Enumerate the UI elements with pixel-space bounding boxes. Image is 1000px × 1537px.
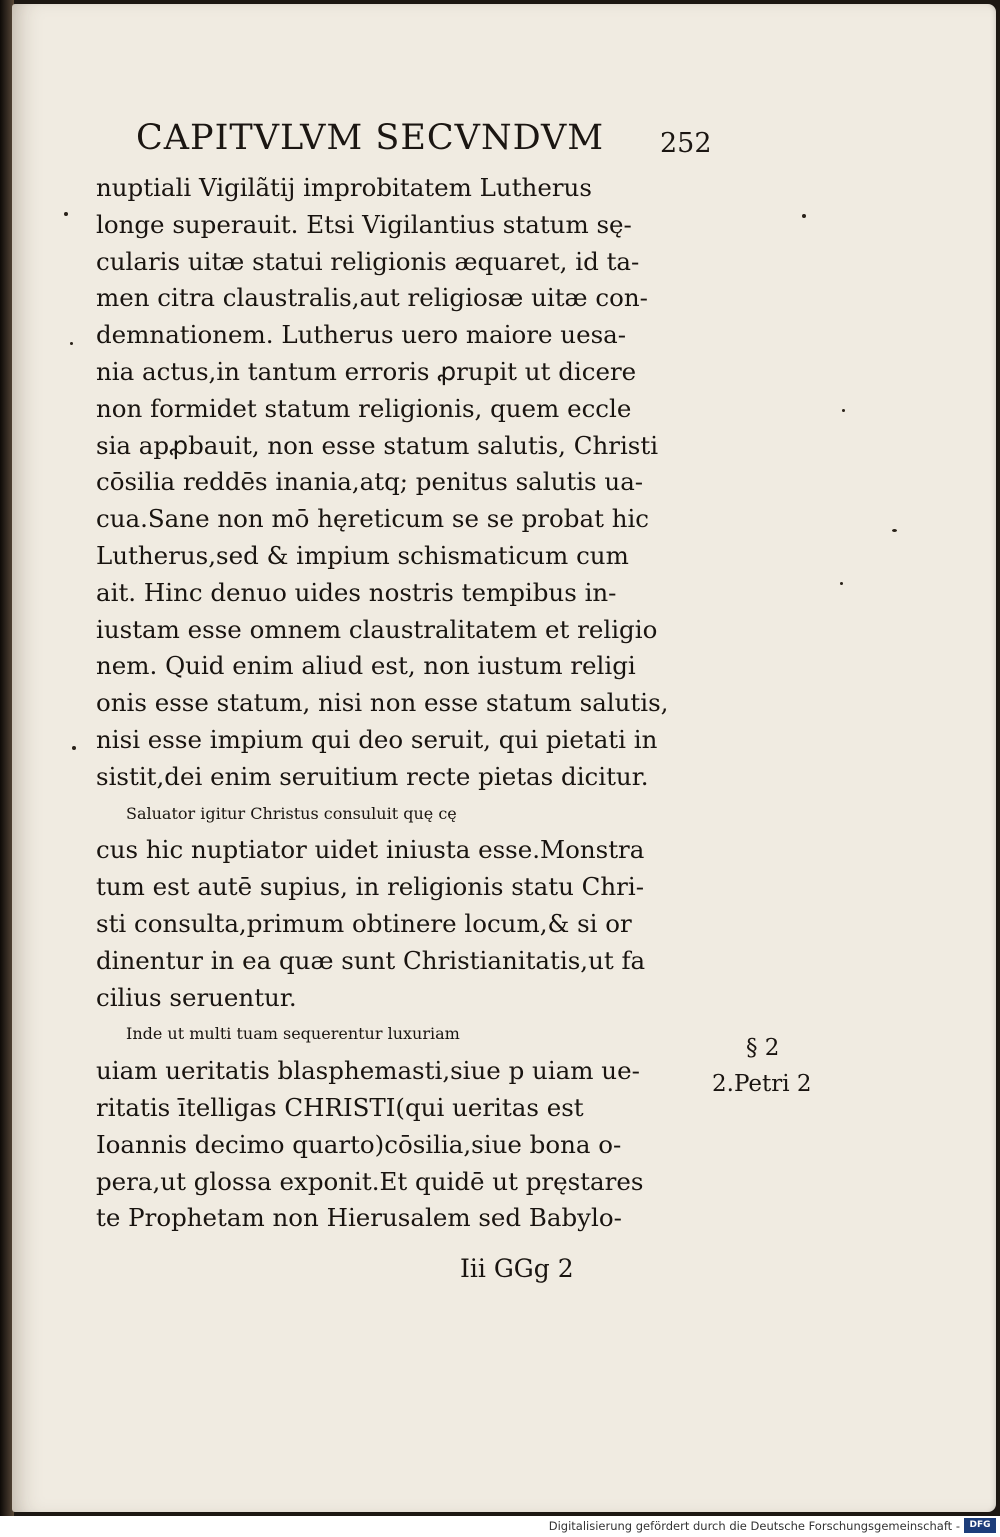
footer-credit: Digitalisierung gefördert durch die Deutsche Forschungsgemeinschaft - — [548, 1519, 960, 1533]
dfg-logo: DFG — [964, 1518, 996, 1533]
text-line: onis esse statum, nisi non esse statum salutis, — [96, 688, 669, 718]
text-line: men citra claustralis,aut religiosæ uitæ con- — [96, 283, 648, 313]
text-line: nuptiali Vigilãtij improbitatem Lutherus — [96, 173, 592, 202]
text-line: cilius seruentur. — [96, 982, 297, 1012]
text-line: uiam ueritatis blasphemasti,siue p uiam ue- — [96, 1056, 640, 1086]
margin-note-reference: 2.Petri 2 — [712, 1071, 812, 1097]
text-line: cōsilia reddēs inania,atq; penitus salutis ua- — [96, 467, 644, 497]
text-line: cularis uitæ statui religionis æquaret, id ta- — [96, 246, 640, 276]
margin-speck — [70, 342, 73, 345]
margin-speck — [842, 409, 845, 412]
page-number: 252 — [660, 128, 712, 159]
text-line: sia apꝓbauit, non esse statum salutis, Christi — [96, 430, 659, 460]
margin-note-section: § 2 — [746, 1035, 780, 1061]
text-line: Inde ut multi tuam sequerentur luxuriam — [126, 1024, 460, 1044]
text-line: nisi esse impium qui deo seruit, qui pietati in — [96, 724, 658, 754]
running-head: CAPITVLVM SECVNDVM — [136, 118, 605, 158]
margin-speck — [64, 212, 68, 216]
text-line: cua.Sane non mō hęreticum se se probat hic — [96, 504, 650, 534]
text-line: cus hic nuptiator uidet iniusta esse.Monstra — [96, 835, 645, 865]
margin-notes — [712, 1030, 842, 1102]
text-line: Ioannis decimo quarto)cōsilia,siue bona o- — [96, 1129, 622, 1159]
margin-speck — [72, 746, 76, 750]
text-line: sti consulta,primum obtinere locum,& si or — [96, 908, 632, 938]
text-line: nem. Quid enim aliud est, non iustum religi — [96, 651, 636, 681]
text-line: non formidet statum religionis, quem eccle — [96, 393, 632, 423]
text-line: te Prophetam non Hierusalem sed Babylo- — [96, 1203, 622, 1233]
text-line: pera,ut glossa exponit.Et quidē ut pręstares — [96, 1166, 644, 1196]
text-line: Lutherus,sed & impium schismaticum cum — [96, 540, 629, 570]
text-line: ritatis ītelligas CHRISTI(qui ueritas est — [96, 1092, 584, 1122]
margin-speck — [840, 582, 843, 585]
text-line: Saluator igitur Christus consuluit quę cę — [126, 803, 457, 823]
footer-bar — [0, 1516, 1000, 1537]
text-line: nia actus,in tantum erroris ꝓrupit ut dicere — [96, 356, 637, 386]
text-line: demnationem. Lutherus uero maiore uesa- — [96, 320, 627, 350]
text-line: ait. Hinc denuo uides nostris tempibus in- — [96, 577, 617, 607]
text-line: dinentur in ea quæ sunt Christianitatis,ut fa — [96, 945, 646, 975]
margin-speck — [802, 214, 806, 218]
signature-mark: Iii GGg 2 — [460, 1254, 574, 1283]
text-line: longe superauit. Etsi Vigilantius statum sę- — [96, 209, 632, 239]
text-line: sistit,dei enim seruitium recte pietas dicitur. — [96, 761, 649, 791]
text-line: iustam esse omnem claustralitatem et religio — [96, 614, 658, 644]
text-line: tum est autē supius, in religionis statu Chri- — [96, 872, 644, 902]
body-text-block — [96, 170, 736, 1237]
margin-speck — [892, 529, 897, 532]
